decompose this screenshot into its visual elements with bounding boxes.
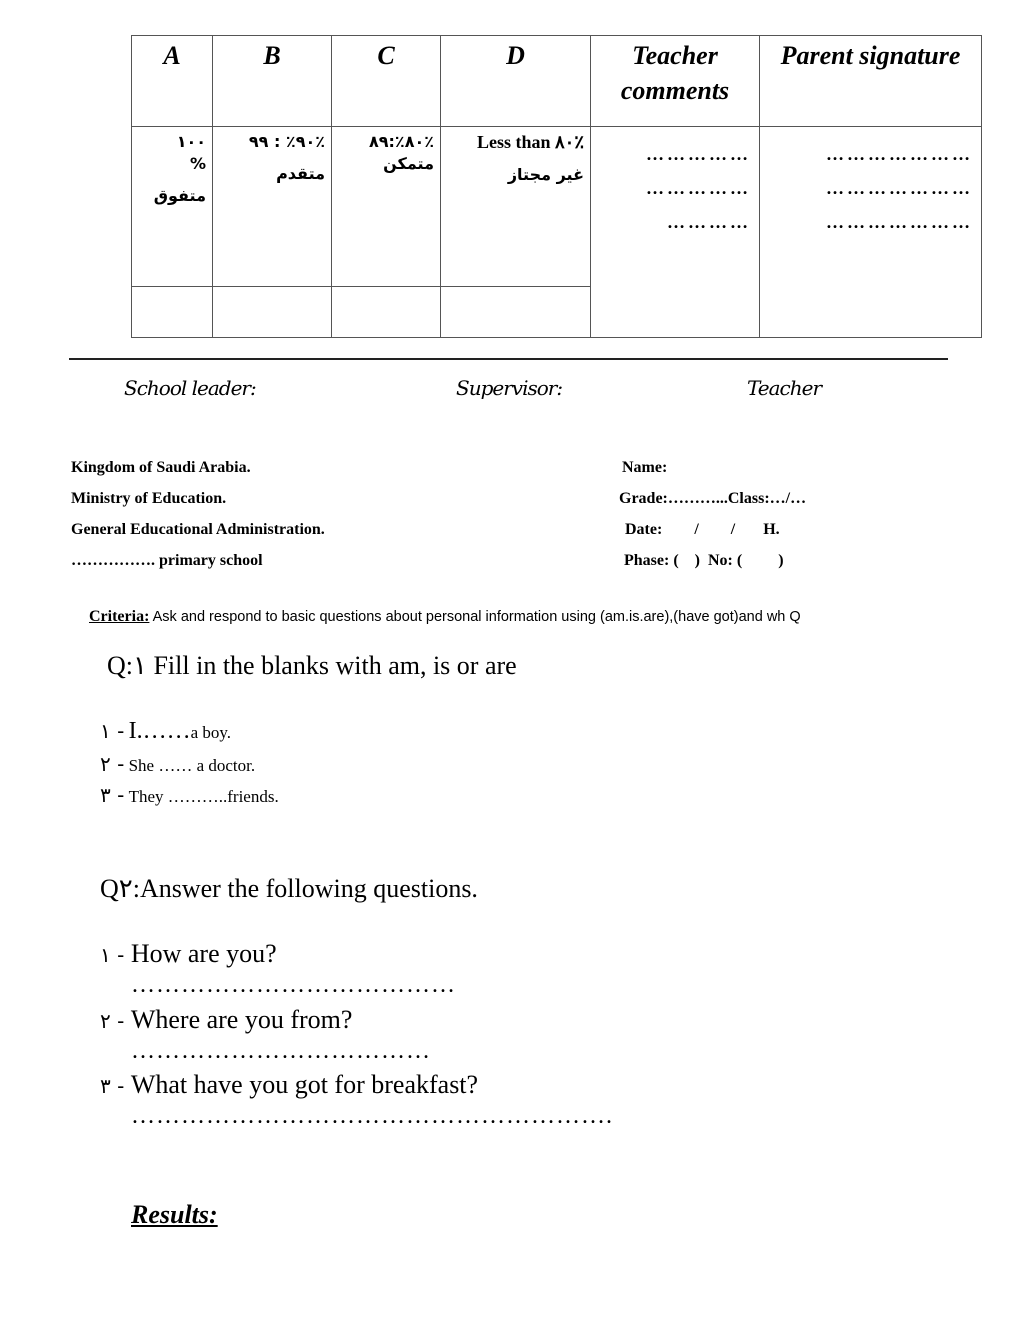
parent-signature-cell[interactable] <box>760 127 982 338</box>
q1-item-text[interactable]: They ………..friends. <box>128 787 279 806</box>
mark-cell-c[interactable] <box>332 287 441 338</box>
q2-item <box>100 1070 478 1100</box>
teacher-comment-line: …………… <box>646 144 751 164</box>
q2-item-number: ٢ - <box>100 1009 125 1033</box>
parent-signature-line: ………………… <box>826 178 973 198</box>
q2-item-number: ٣ - <box>100 1074 125 1098</box>
teacher-label: Teacher <box>747 376 822 400</box>
student-info-block <box>619 452 806 576</box>
school-info-block <box>71 452 325 576</box>
q2-item <box>100 1005 352 1035</box>
level-d-range: Less than ٨٠٪ <box>476 132 584 152</box>
supervisor-label: Supervisor: <box>456 376 563 400</box>
level-d <box>441 127 591 287</box>
date-field[interactable]: Date: / / H. <box>625 521 780 538</box>
administration-line: General Educational Administration. <box>71 521 325 538</box>
level-a-label: متفوق <box>153 186 206 205</box>
name-field[interactable]: Name: <box>622 459 668 476</box>
level-b-label: متقدم <box>276 164 325 183</box>
ministry-line: Ministry of Education. <box>71 490 227 507</box>
q2-item <box>100 939 277 969</box>
q2-item-number: ١ - <box>100 943 125 967</box>
q1-item <box>100 718 231 745</box>
grade-table <box>131 35 982 338</box>
header-teacher-comments: Teacher comments <box>591 36 760 127</box>
grade-class-field[interactable]: Grade:………...Class:…/… <box>619 490 807 507</box>
level-d-label: غير مجتاز <box>507 165 584 184</box>
level-c-label: متمكن <box>383 154 434 173</box>
teacher-comment-line: …………… <box>646 178 751 198</box>
school-leader-label: School leader: <box>124 376 256 400</box>
mark-cell-d[interactable] <box>441 287 591 338</box>
level-c <box>332 127 441 287</box>
q2-answer-line[interactable]: ………………………………… <box>131 972 456 998</box>
grade-table-header-row <box>132 36 982 127</box>
q1-item-number: ٣ - <box>100 783 125 807</box>
header-d: D <box>441 36 591 127</box>
header-c: C <box>332 36 441 127</box>
q2-answer-line[interactable]: …………………………………………………. <box>131 1103 613 1129</box>
q2-item-question: What have you got for breakfast? <box>130 1070 479 1099</box>
mark-cell-a[interactable] <box>132 287 213 338</box>
q1-item <box>100 783 279 807</box>
teacher-comments-cell[interactable] <box>591 127 760 338</box>
kingdom-line: Kingdom of Saudi Arabia. <box>71 459 251 476</box>
criteria-label: Criteria: <box>89 608 150 625</box>
level-a <box>132 127 213 287</box>
criteria <box>89 608 801 626</box>
q1-item-number: ٢ - <box>100 752 125 776</box>
header-a: A <box>132 36 213 127</box>
mark-cell-b[interactable] <box>213 287 332 338</box>
q2-item-question: Where are you from? <box>130 1005 353 1034</box>
level-b <box>213 127 332 287</box>
q2-answer-line[interactable]: ……………………………… <box>131 1038 431 1064</box>
q1-item-number: ١ - <box>100 719 125 743</box>
header-b: B <box>213 36 332 127</box>
parent-signature-line: ………………… <box>826 212 973 232</box>
level-a-range: ١٠٠ % <box>176 132 206 173</box>
q2-item-question: How are you? <box>130 939 277 968</box>
parent-signature-line: ………………… <box>826 144 973 164</box>
q1-item <box>100 752 255 776</box>
question-1-title: Q:١ Fill in the blanks with am, is or are <box>107 651 517 680</box>
criteria-text: Ask and respond to basic questions about personal information using (am.is.are),(have got)and wh Q <box>149 609 801 625</box>
divider-line <box>69 358 948 360</box>
level-b-range: ٩٠٪ : ٩٩٪ <box>248 132 325 151</box>
grade-table-level-row <box>132 127 982 287</box>
results-label: Results: <box>131 1200 218 1229</box>
teacher-comment-line: ………… <box>667 212 751 232</box>
phase-number-field[interactable]: Phase: ( ) No: ( ) <box>624 552 784 569</box>
header-parent-signature: Parent signature <box>760 36 982 127</box>
level-c-range: ٨٠٪:٨٩٪ <box>369 132 434 151</box>
question-2-title: Q٢:Answer the following questions. <box>100 874 478 903</box>
school-name-line: ……………. primary school <box>71 552 263 569</box>
q1-item-blank[interactable]: I.…… <box>128 718 191 744</box>
q1-item-text: a boy. <box>190 723 232 742</box>
q1-item-text[interactable]: She …… a doctor. <box>128 756 256 775</box>
